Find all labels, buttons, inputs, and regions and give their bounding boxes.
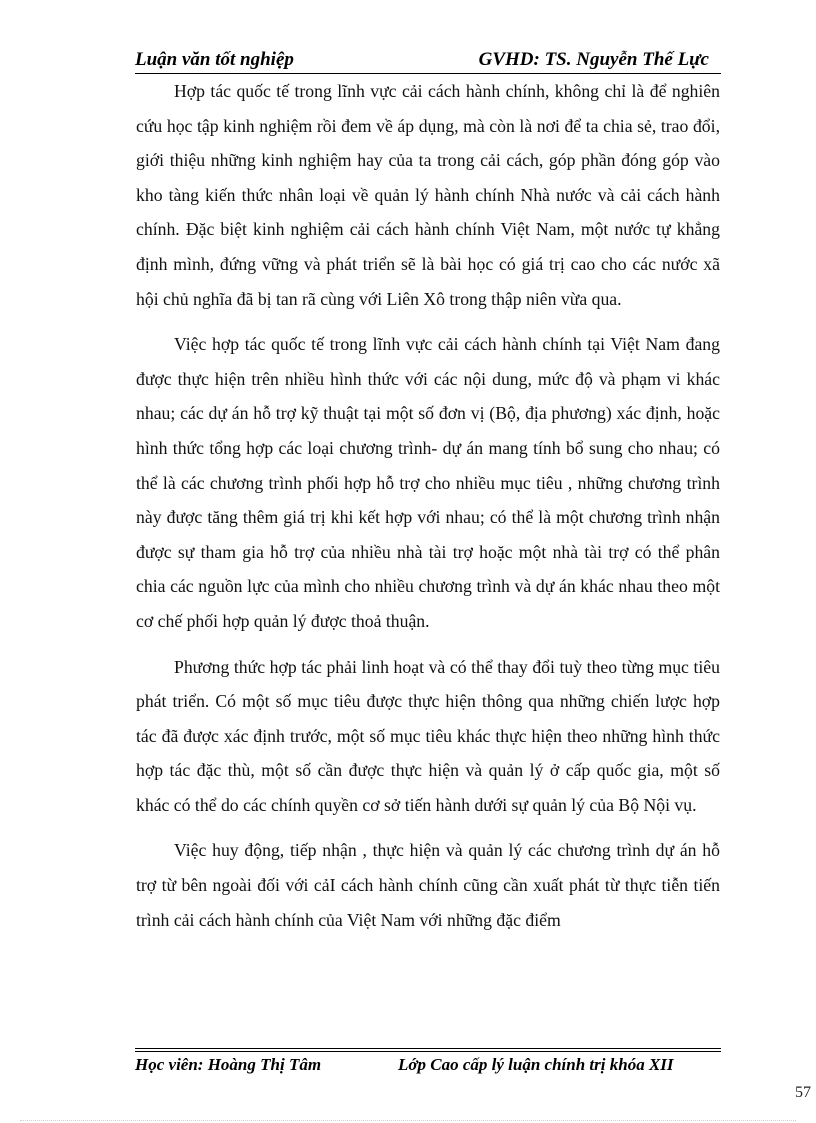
page-bottom-border [20,1120,796,1121]
paragraph: Phương thức hợp tác phải linh hoạt và có thể thay đổi tuỳ theo từng mục tiêu phát triển. Có một số mục tiêu được thực hiện thông qua những chiến lược hợp tác đã được xác định trước, một số mục tiêu khác thực hiện theo những hình thức hợp tác đặc thù, một số cần được thực hiện và quản lý ở cấp quốc gia, một số khác có thể do các chính quyền cơ sở tiến hành dưới sự quản lý của Bộ Nội vụ. [136,656,720,815]
paragraph: Việc huy động, tiếp nhận , thực hiện và quản lý các chương trình dự án hỗ trợ từ bên ngoài đối với cảI cách hành chính cũng cần xuất phát từ thực tiễn tiến trình cải cách hành chính của Việt Nam với những đặc điểm [136,840,720,930]
paragraph: Hợp tác quốc tế trong lĩnh vực cải cách hành chính, không chỉ là để nghiên cứu học tập kinh nghiệm rồi đem về áp dụng, mà còn là nơi để ta chia sẻ, trao đổi, giới thiệu những kinh nghiệm hay của ta trong cải cách, góp phần đóng góp vào kho tàng kiến thức nhân loại về quản lý hành chính Nhà nước và cải cách hành chính. Đặc biệt kinh nghiệm cải cách hành chính Việt Nam, một nước tự khẳng định mình, đứng vững và phát triển sẽ là bài học có giá trị cao cho các nước xã hội chủ nghĩa đã bị tan rã cùng với Liên Xô trong thập niên vừa qua. [136,81,720,309]
page-number: 57 [795,1084,811,1101]
paragraph: Việc hợp tác quốc tế trong lĩnh vực cải cách hành chính tại Việt Nam đang được thực hiện trên nhiều hình thức với các nội dung, mức độ và phạm vi khác nhau; các dự án hỗ trợ kỹ thuật tại một số đơn vị (Bộ, địa phương) xác định, hoặc hình thức tổng hợp các loại chương trình- dự án mang tính bổ sung cho nhau; có thể là các chương trình phối hợp hỗ trợ cho nhiều mục tiêu , những chương trình này được tăng thêm giá trị khi kết hợp với nhau; có thể là một chương trình nhận được sự tham gia hỗ trợ của nhiều nhà tài trợ hoặc một nhà tài trợ có thể phân chia các nguồn lực của mình cho nhiều chương trình và dự án khác nhau theo một cơ chế phối hợp quản lý được thoả thuận. [136,334,720,631]
footer-class: Lớp Cao cấp lý luận chính trị khóa XII [398,1055,674,1074]
footer-divider-thin [135,1048,721,1049]
body-text [136,74,720,937]
footer-student: Học viên: Hoàng Thị Tâm [135,1055,322,1074]
footer-divider-thick [135,1051,721,1052]
page-header [135,49,721,73]
page-footer [135,1055,721,1079]
header-thesis-title: Luận văn tốt nghiệp [135,49,294,70]
header-advisor: GVHD: TS. Nguyễn Thế Lực [478,49,709,70]
